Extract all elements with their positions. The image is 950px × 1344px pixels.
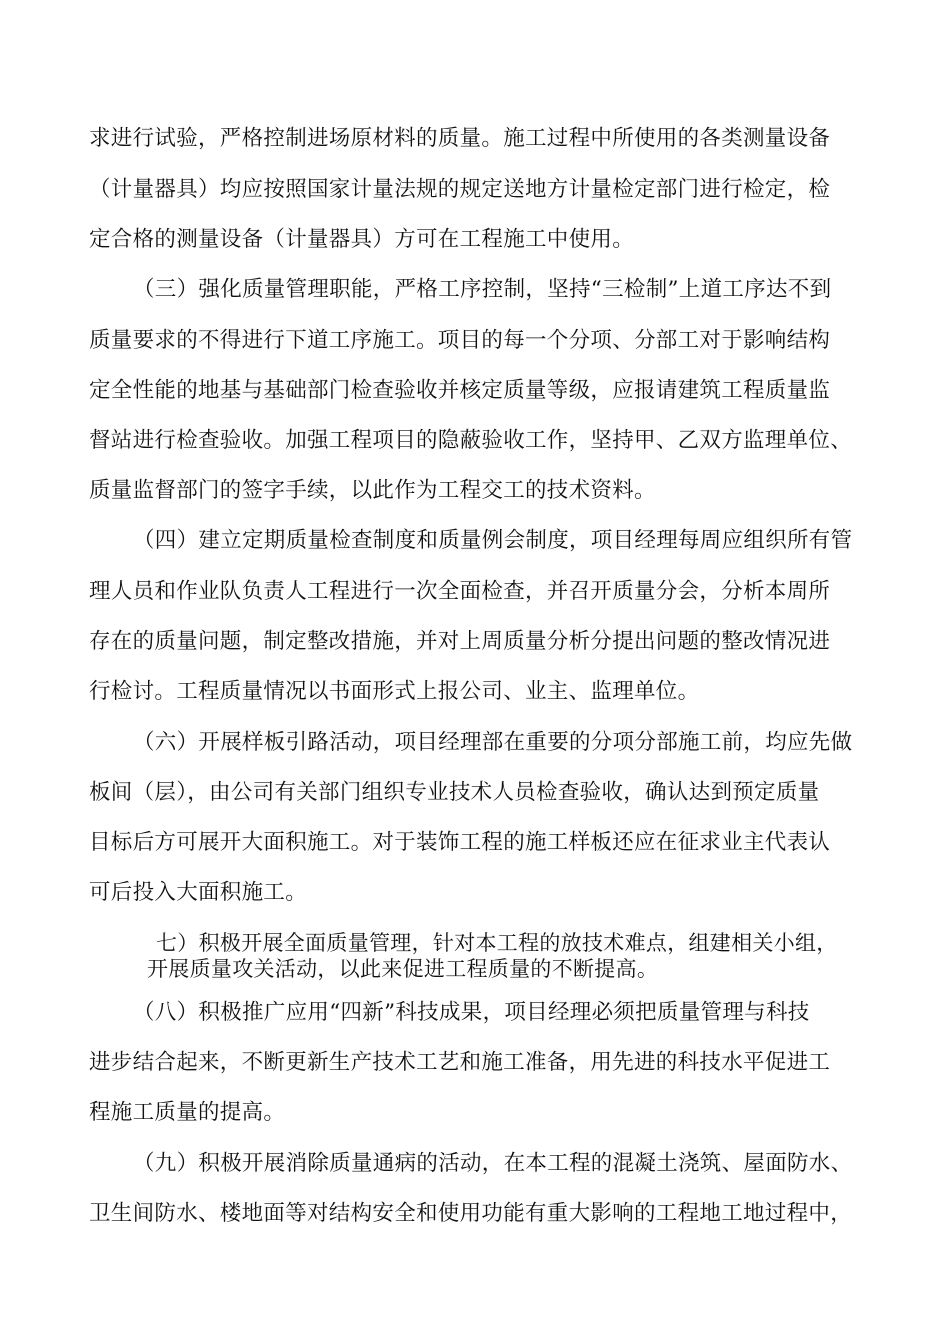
text-line: 卫生间防水、楼地面等对结构安全和使用功能有重大影响的工程地工地过程中， [89, 1201, 853, 1226]
paragraph-first-line: （四）建立定期质量检查制度和质量例会制度，项目经理每周应组织所有管 [133, 528, 853, 553]
text-line: 可后投入大面积施工。 [89, 880, 308, 905]
text-line: 进步结合起来，不断更新生产技术工艺和施工准备，用先进的科技水平促进工 [89, 1050, 831, 1075]
text-line: 开展质量攻关活动，以此来促进工程质量的不断提高。 [147, 957, 659, 981]
text-line: 程施工质量的提高。 [89, 1100, 286, 1125]
text-line: 质量监督部门的签字手续，以此作为工程交工的技术资料。 [89, 478, 656, 503]
paragraph-first-line: （六）开展样板引路活动，项目经理部在重要的分项分部施工前，均应先做 [133, 730, 853, 755]
text-line: 理人员和作业队负责人工程进行一次全面检查，并召开质量分会，分析本周所 [89, 579, 831, 604]
text-line: 定合格的测量设备（计量器具）方可在工程施工中使用。 [89, 227, 635, 252]
text-line: 行检讨。工程质量情况以书面形式上报公司、业主、监理单位。 [89, 679, 700, 704]
paragraph-first-line: （八）积极推广应用“四新”科技成果，项目经理必须把质量管理与科技 [133, 1000, 810, 1025]
paragraph-first-line: （九）积极开展消除质量通病的活动，在本工程的混凝土浇筑、屋面防水、 [133, 1151, 853, 1176]
text-line: 定全性能的地基与基础部门检查验收并核定质量等级，应报请建筑工程质量监 [89, 378, 831, 403]
text-line: 督站进行检查验收。加强工程项目的隐蔽验收工作，坚持甲、乙双方监理单位、 [89, 428, 853, 453]
paragraph-first-line: （三）强化质量管理职能，严格工序控制，坚持“三检制”上道工序达不到 [133, 277, 832, 302]
text-line: 存在的质量问题，制定整改措施，并对上周质量分析分提出问题的整改情况进 [89, 629, 831, 654]
text-line: 板间（层），由公司有关部门组织专业技术人员检查验收，确认达到预定质量 [89, 780, 820, 805]
text-line: 目标后方可展开大面积施工。对于装饰工程的施工样板还应在征求业主代表认 [89, 830, 831, 855]
text-line: 求进行试验，严格控制进场原材料的质量。施工过程中所使用的各类测量设备 [89, 126, 831, 151]
text-line: 质量要求的不得进行下道工序施工。项目的每一个分项、分部工对于影响结构 [89, 328, 831, 353]
text-line: （计量器具）均应按照国家计量法规的规定送地方计量检定部门进行检定，检 [89, 177, 831, 202]
paragraph-first-line: 七）积极开展全面质量管理，针对本工程的放技术难点，组建相关小组， [156, 931, 838, 955]
